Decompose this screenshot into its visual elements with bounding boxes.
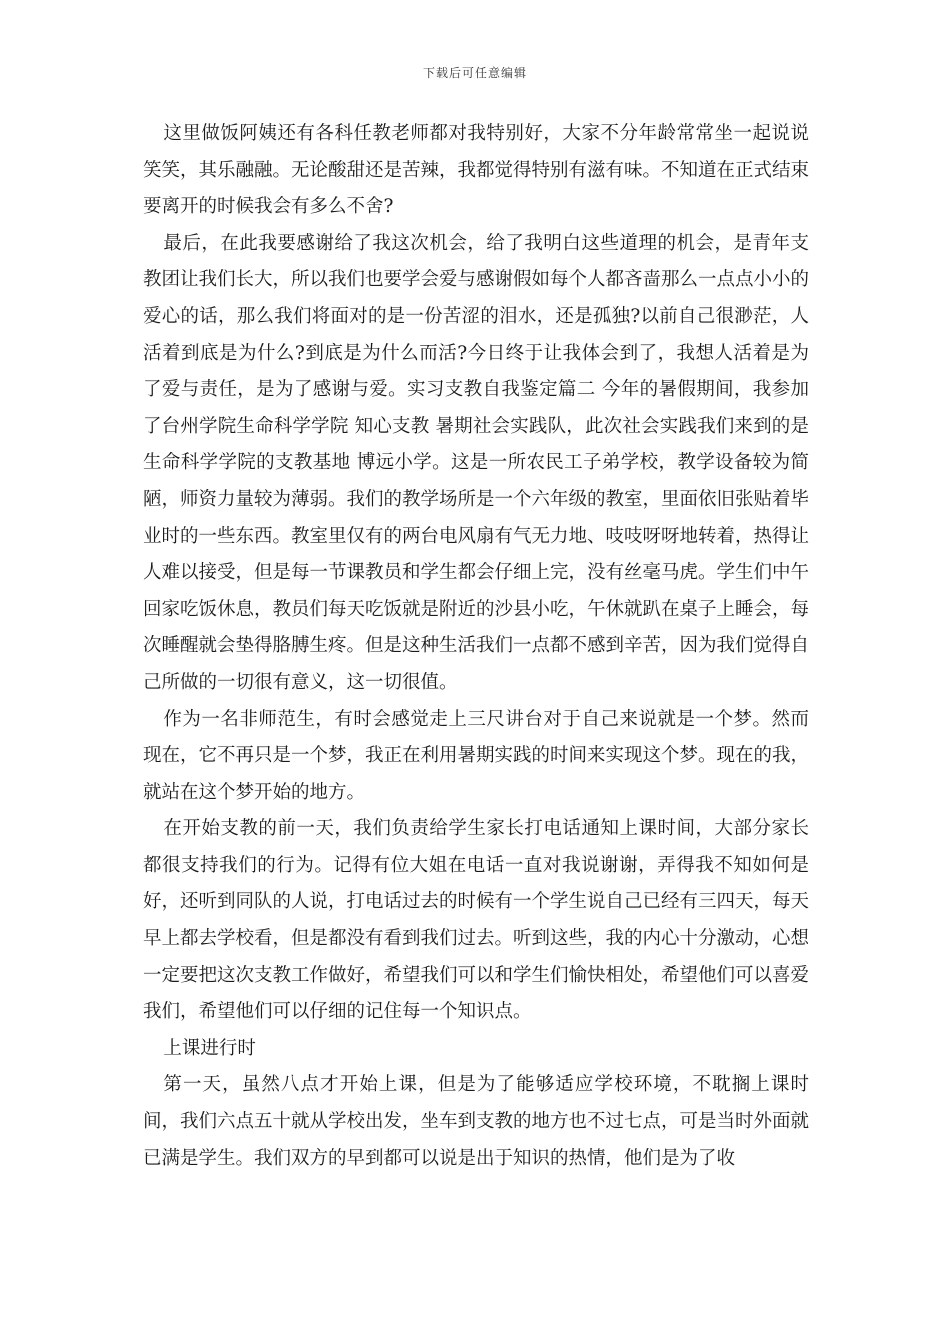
document-body (143, 116, 809, 1177)
paragraph: 第一天，虽然八点才开始上课，但是为了能够适应学校环境，不耽搁上课时间，我们六点五十就从学校出发，坐车到支教的地方也不过七点，可是当时外面就已满是学生。我们双方的早到都可以说是出于知识的热情，他们是为了收 (143, 1074, 810, 1169)
paragraph: 在开始支教的前一天，我们负责给学生家长打电话通知上课时间，大部分家长都很支持我们的行为。记得有位大姐在电话一直对我说谢谢，弄得我不知如何是好，还听到同队的人说，打电话过去的时候有一个学生说自己已经有三四天，每天早上都去学校看，但是都没有看到我们过去。听到这些，我的内心十分激动，心想一定要把这次支教工作做好，希望我们可以和学生们愉快相处，希望他们可以喜爱我们，希望他们可以仔细的记住每一个知识点。 (143, 818, 810, 1023)
paragraph: 作为一名非师范生，有时会感觉走上三尺讲台对于自己来说就是一个梦。然而现在，它不再只是一个梦，我正在利用暑期实践的时间来实现这个梦。现在的我，就站在这个梦开始的地方。 (143, 708, 810, 803)
section-heading: 上课进行时 (163, 1037, 256, 1059)
page-header: 下载后可任意编辑 (422, 66, 527, 80)
paragraph: 这里做饭阿姨还有各科任教老师都对我特别好，大家不分年龄常常坐一起说说笑笑，其乐融融。无论酸甜还是苦辣，我都觉得特别有滋有味。不知道在正式结束要离开的时候我会有多么不舍? (143, 123, 810, 218)
paragraph: 最后，在此我要感谢给了我这次机会，给了我明白这些道理的机会，是青年支教团让我们长大，所以我们也要学会爱与感谢假如每个人都吝啬那么一点点小小的爱心的话，那么我们将面对的是一份苦涩的泪水，还是孤独?以前自己很渺茫，人活着到底是为什么?到底是为什么而活?今日终于让我体会到了，我想人活着是为了爱与责任，是为了感谢与爱。实习支教自我鉴定篇二 今年的暑假期间，我参加了台州学院生命科学学院 知心支教 暑期社会实践队，此次社会实践我们来到的是生命科学学院的支教基地 博远小学。这是一所农民工子弟学校，教学设备较为简陋，师资力量较为薄弱。我们的教学场所是一个六年级的教室，里面依旧张贴着毕业时的一些东西。教室里仅有的两台电风扇有气无力地、吱吱呀呀地转着，热得让人难以接受，但是每一节课教员和学生都会仔细上完，没有丝毫马虎。学生们中午回家吃饭休息，教员们每天吃饭就是附近的沙县小吃，午休就趴在桌子上睡会，每次睡醒就会垫得胳膊生疼。但是这种生活我们一点都不感到辛苦，因为我们觉得自己所做的一切很有意义，这一切很值。 (143, 232, 810, 693)
